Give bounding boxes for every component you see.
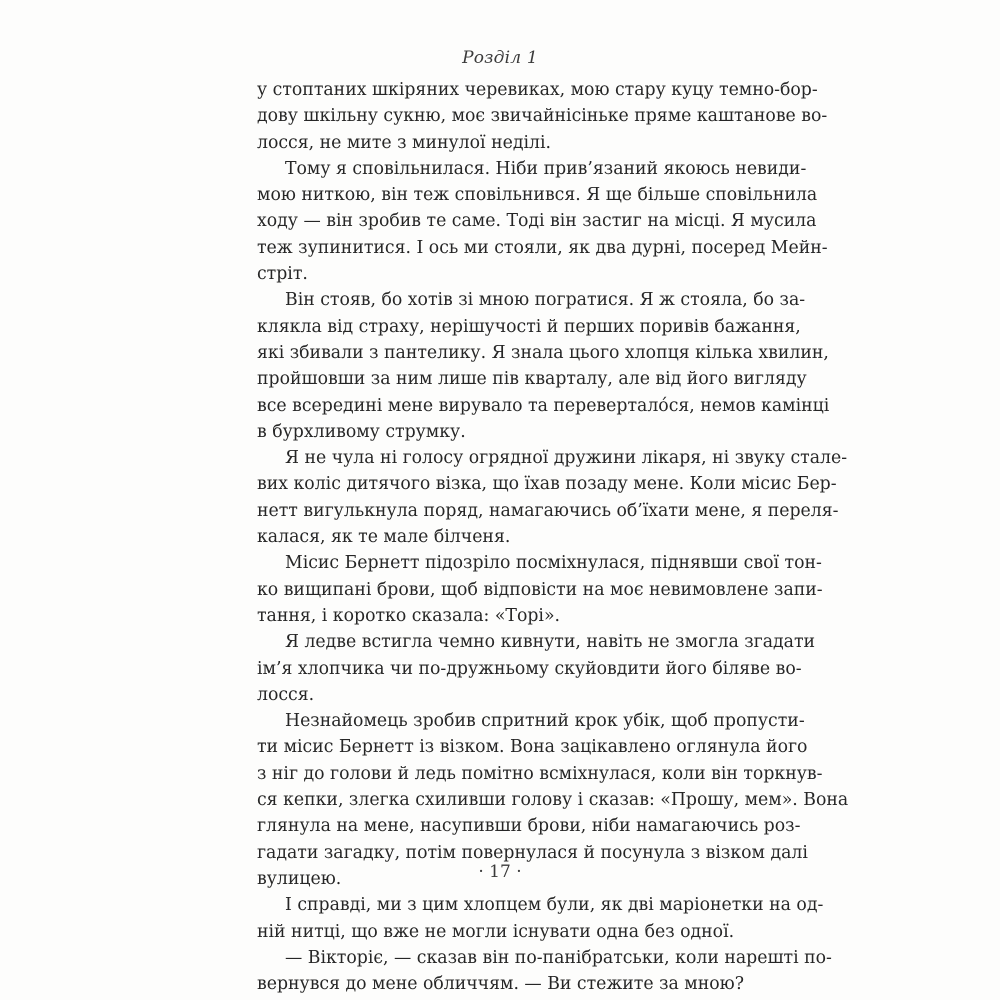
text-line: лосся, не мите з минулої неділі.: [257, 132, 551, 153]
paragraph: [257, 77, 828, 156]
paragraph: [257, 550, 823, 629]
text-line: Я ледве встигла чемно кивнути, навіть не змогла згадати: [285, 632, 816, 653]
text-line: І справді, ми з цим хлопцем були, як дві маріонетки на од-: [285, 895, 824, 916]
text-line: Незнайомець зробив спритний крок убік, щоб пропусти-: [285, 711, 805, 732]
text-line: лосся.: [257, 684, 315, 705]
text-line: які збивали з пантелику. Я знала цього хлопця кілька хвилин,: [257, 342, 829, 363]
text-line: пройшовши за ним лише пів кварталу, але від його вигляду: [257, 369, 807, 390]
paragraph: [257, 156, 828, 287]
text-line: гадати загадку, потім повернулася й посунула з візком далі: [257, 842, 808, 863]
paragraph: [257, 287, 830, 445]
text-line: Тому я сповільнилася. Ніби прив’язаний якоюсь невиди-: [285, 158, 807, 179]
running-head: Розділ 1: [462, 48, 538, 68]
text-line: мою ниткою, він теж сповільнився. Я ще більше сповільнила: [257, 185, 818, 206]
text-line: Місис Бернетт підозріло посміхнулася, піднявши свої тон-: [285, 553, 822, 574]
text-line: в бурхливому струмку.: [257, 421, 466, 442]
text-line: клякла від страху, нерішучості й перших поривів бажання,: [257, 316, 801, 337]
text-line: ім’я хлопчика чи по-дружньому скуйовдити його біляве во-: [257, 658, 802, 679]
text-line: Він стояв, бо хотів зі мною погратися. Я ж стояла, бо за-: [285, 290, 806, 311]
text-line: ко вищипані брови, щоб відповісти на моє невимовлене запи-: [257, 579, 823, 600]
text-line: з ніг до голови й ледь помітно всміхнулася, коли він торкнув-: [257, 763, 823, 784]
text-line: стріт.: [257, 264, 308, 285]
text-line: калася, як те мале білченя.: [257, 527, 511, 548]
text-line: вернувся до мене обличчям. — Ви стежите за мною?: [257, 974, 744, 995]
text-line: — Вікторіє, — сказав він по-панібратськи, коли нарешті по-: [285, 947, 832, 968]
paragraph: [257, 445, 848, 550]
text-line: ній нитці, що вже не могли існувати одна без одної.: [257, 921, 735, 942]
text-line: ти місис Бернетт із візком. Вона зацікавлено оглянула його: [257, 737, 808, 758]
text-line: вулицею.: [257, 868, 342, 889]
text-line: дову шкільну сукню, моє звичайнісіньке пряме каштанове во-: [257, 106, 828, 127]
text-line: нетт вигулькнула поряд, намагаючись об’їхати мене, я переля-: [257, 500, 839, 521]
page-number: · 17 ·: [478, 862, 522, 882]
text-line: тання, і коротко сказала: «Торі».: [257, 605, 561, 626]
paragraph: [257, 629, 816, 708]
paragraph: [257, 945, 832, 998]
text-line: глянула на мене, насупивши брови, ніби намагаючись роз-: [257, 816, 801, 837]
text-line: ходу — він зробив те саме. Тоді він застиг на місці. Я мусила: [257, 211, 817, 232]
paragraph: [257, 892, 824, 945]
text-line: теж зупинитися. І ось ми стояли, як два дурні, посеред Мейн-: [257, 237, 828, 258]
text-line: все всередині мене вирувало та перевертало́ся, немов камінці: [257, 395, 830, 416]
text-line: вих коліс дитячого візка, що їхав позаду мене. Коли місис Бер-: [257, 474, 837, 495]
body-text: [257, 77, 849, 997]
text-line: у стоптаних шкіряних черевиках, мою стару куцу темно-бор-: [257, 80, 818, 100]
text-line: ся кепки, злегка схиливши голову і сказав: «Прошу, мем». Вона: [257, 790, 849, 811]
text-line: Я не чула ні голосу огрядної дружини лікаря, ні звуку стале-: [285, 448, 848, 469]
